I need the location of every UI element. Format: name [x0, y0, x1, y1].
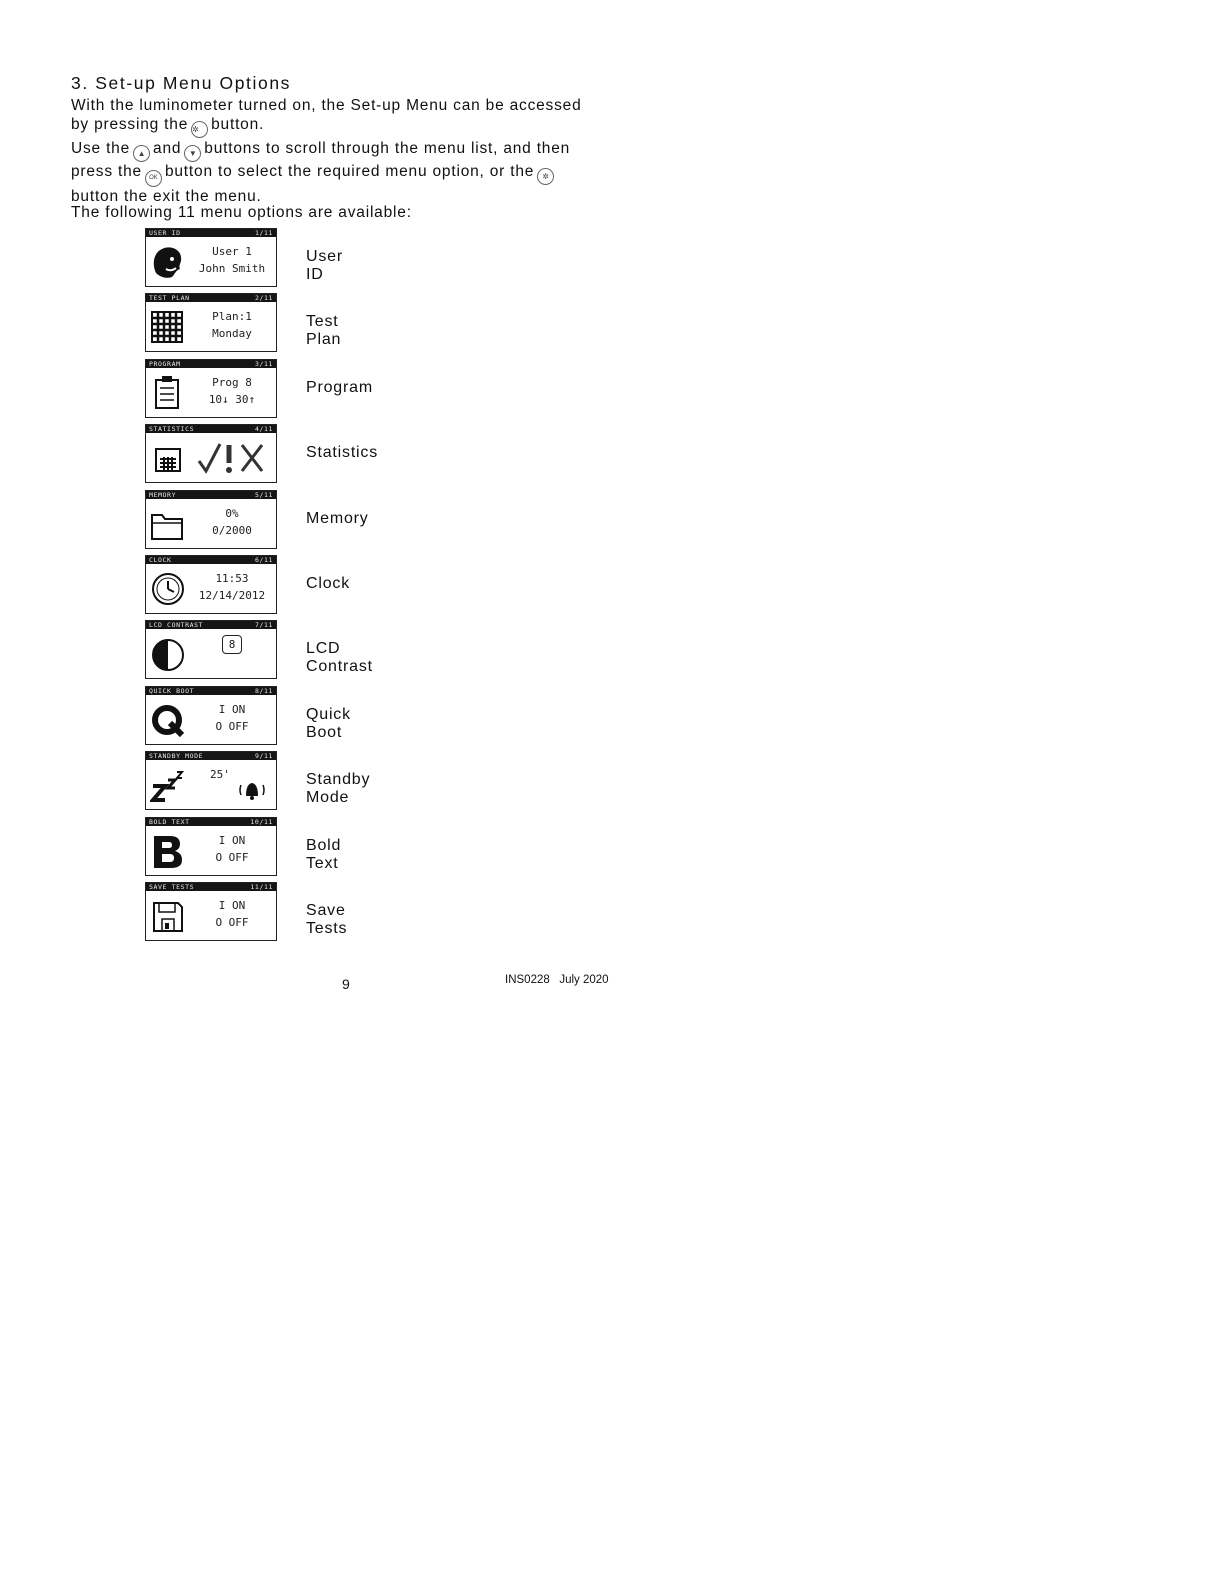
lcd-line-1: 0%: [225, 506, 239, 520]
pass-caution-fail-icon: [196, 441, 268, 475]
lcd-screen: [145, 620, 277, 679]
document-reference: INS0228 July 2020: [505, 974, 609, 986]
lcd-line-2: 0/2000: [212, 523, 252, 537]
nav-line-2: [71, 162, 623, 187]
menu-item-label: Program: [306, 378, 373, 396]
clock-icon: [150, 570, 186, 608]
user-face-icon: [150, 243, 186, 281]
lcd-screen: [145, 686, 277, 745]
lcd-title-bar: [146, 883, 276, 891]
lcd-screen: [145, 882, 277, 941]
menu-item-label: Save Tests: [306, 901, 348, 937]
lcd-line-1: I ON: [218, 898, 246, 912]
menu-item-label: Bold Text: [306, 836, 342, 872]
lcd-line-1: 11:53: [215, 571, 249, 585]
options-intro: [71, 203, 623, 222]
lcd-title-bar: [146, 556, 276, 564]
lcd-index: 7/11: [254, 621, 273, 630]
lcd-index: 3/11: [254, 359, 273, 368]
page-number: 9: [342, 976, 350, 992]
nav-text-e: button to select the required menu option, or the: [164, 163, 535, 180]
lcd-title: LCD CONTRAST: [149, 621, 204, 630]
lcd-title-bar: [146, 294, 276, 302]
menu-item-label: Memory: [306, 509, 369, 527]
lcd-line-2: O OFF: [215, 719, 249, 733]
sleep-zzz-icon: [150, 766, 186, 804]
lcd-line-1: User 1: [212, 245, 252, 258]
menu-item-label: User ID: [306, 248, 343, 283]
lcd-index: 5/11: [254, 490, 273, 499]
lcd-screen: [145, 751, 277, 810]
intro-line-1: With the luminometer turned on, the Set-up Menu can be accessed: [71, 97, 582, 114]
nav-text-b: and: [153, 140, 182, 157]
lcd-title-bar: [146, 621, 276, 629]
lcd-title: QUICK BOOT: [149, 686, 195, 695]
menu-item-label: LCD Contrast: [306, 640, 373, 676]
intro-paragraph: [71, 96, 623, 138]
lcd-title: SAVE TESTS: [149, 882, 195, 891]
floppy-disk-icon: [150, 897, 186, 935]
lcd-line-2: 12/14/2012: [198, 588, 266, 602]
lcd-title-bar: [146, 229, 276, 237]
bold-b-icon: [150, 832, 186, 870]
navigation-paragraph: [71, 139, 623, 206]
lcd-index: 9/11: [254, 752, 273, 761]
lcd-title-bar: [146, 687, 276, 695]
lcd-title: MEMORY: [149, 490, 177, 499]
lcd-title-bar: [146, 425, 276, 433]
nav-text-a: Use the: [71, 140, 131, 157]
lcd-index: 10/11: [250, 817, 273, 826]
nav-line-1: [71, 139, 623, 162]
section-heading: 3. Set-up Menu Options: [71, 73, 292, 93]
lcd-line-1: I ON: [218, 702, 246, 716]
lcd-index: 2/11: [254, 294, 273, 303]
bell-icon: [238, 780, 266, 800]
lcd-line-2: 10↓ 30↑: [208, 392, 256, 406]
menu-item-label: Clock: [306, 574, 351, 592]
lcd-title: CLOCK: [149, 555, 172, 564]
lcd-line-1: Plan:1: [212, 310, 252, 324]
menu-item-label: Statistics: [306, 444, 379, 462]
lcd-index: 11/11: [250, 882, 273, 891]
lcd-line-2: Monday: [212, 327, 252, 341]
lcd-screen: [145, 228, 277, 287]
menu-item-label: Quick Boot: [306, 705, 351, 741]
lcd-title: BOLD TEXT: [149, 817, 190, 826]
lcd-index: 6/11: [254, 555, 273, 564]
nav-text-d: press the: [71, 163, 142, 180]
lcd-title: STATISTICS: [149, 425, 195, 434]
lcd-screen: [145, 817, 277, 876]
lcd-title: PROGRAM: [149, 359, 181, 368]
intro-text-b: button.: [211, 116, 265, 133]
lcd-index: 4/11: [254, 425, 273, 434]
lcd-title-bar: [146, 360, 276, 368]
lcd-line-1: Prog 8: [212, 375, 252, 389]
down-button-icon: ▼: [184, 145, 201, 162]
ok-button-icon: OK: [145, 170, 162, 187]
lcd-line-2: O OFF: [215, 915, 249, 929]
calendar-grid-icon: [150, 308, 186, 346]
setup-button-icon: ✲: [191, 121, 208, 138]
lcd-title-bar: [146, 491, 276, 499]
lcd-line-2: 25': [210, 768, 230, 782]
lcd-index: 1/11: [254, 229, 273, 237]
lcd-index: 8/11: [254, 686, 273, 695]
lcd-screen: [145, 555, 277, 614]
options-intro-text: The following 11 menu options are available:: [71, 204, 412, 221]
lcd-line-1: I ON: [218, 833, 246, 847]
nav-line-3: button the exit the menu.: [71, 188, 262, 205]
lcd-line-2: John Smith: [198, 262, 266, 275]
menu-item-label: Standby Mode: [306, 771, 371, 807]
lcd-title-bar: [146, 752, 276, 760]
lcd-screen: [145, 490, 277, 549]
lcd-screen: [145, 359, 277, 418]
intro-text-a: by pressing the: [71, 116, 189, 133]
folder-icon: [150, 505, 186, 543]
lcd-title: STANDBY MODE: [149, 752, 204, 761]
calculator-icon: [150, 439, 186, 477]
lcd-title-bar: [146, 818, 276, 826]
setup-button-icon: ✲: [537, 168, 554, 185]
lcd-title: USER ID: [149, 229, 181, 237]
nav-text-c: buttons to scroll through the menu list, and then: [204, 140, 571, 157]
clipboard-icon: [150, 374, 186, 412]
lcd-line-2: 8: [222, 635, 243, 654]
intro-line-2: [71, 115, 623, 138]
up-button-icon: ▲: [133, 145, 150, 162]
menu-item-label: Test Plan: [306, 313, 342, 349]
quick-boot-q-icon: [150, 701, 186, 739]
lcd-screen: [145, 424, 277, 483]
contrast-icon: [150, 635, 186, 673]
lcd-screen: [145, 293, 277, 352]
lcd-title: TEST PLAN: [149, 294, 190, 303]
lcd-line-2: O OFF: [215, 850, 249, 864]
